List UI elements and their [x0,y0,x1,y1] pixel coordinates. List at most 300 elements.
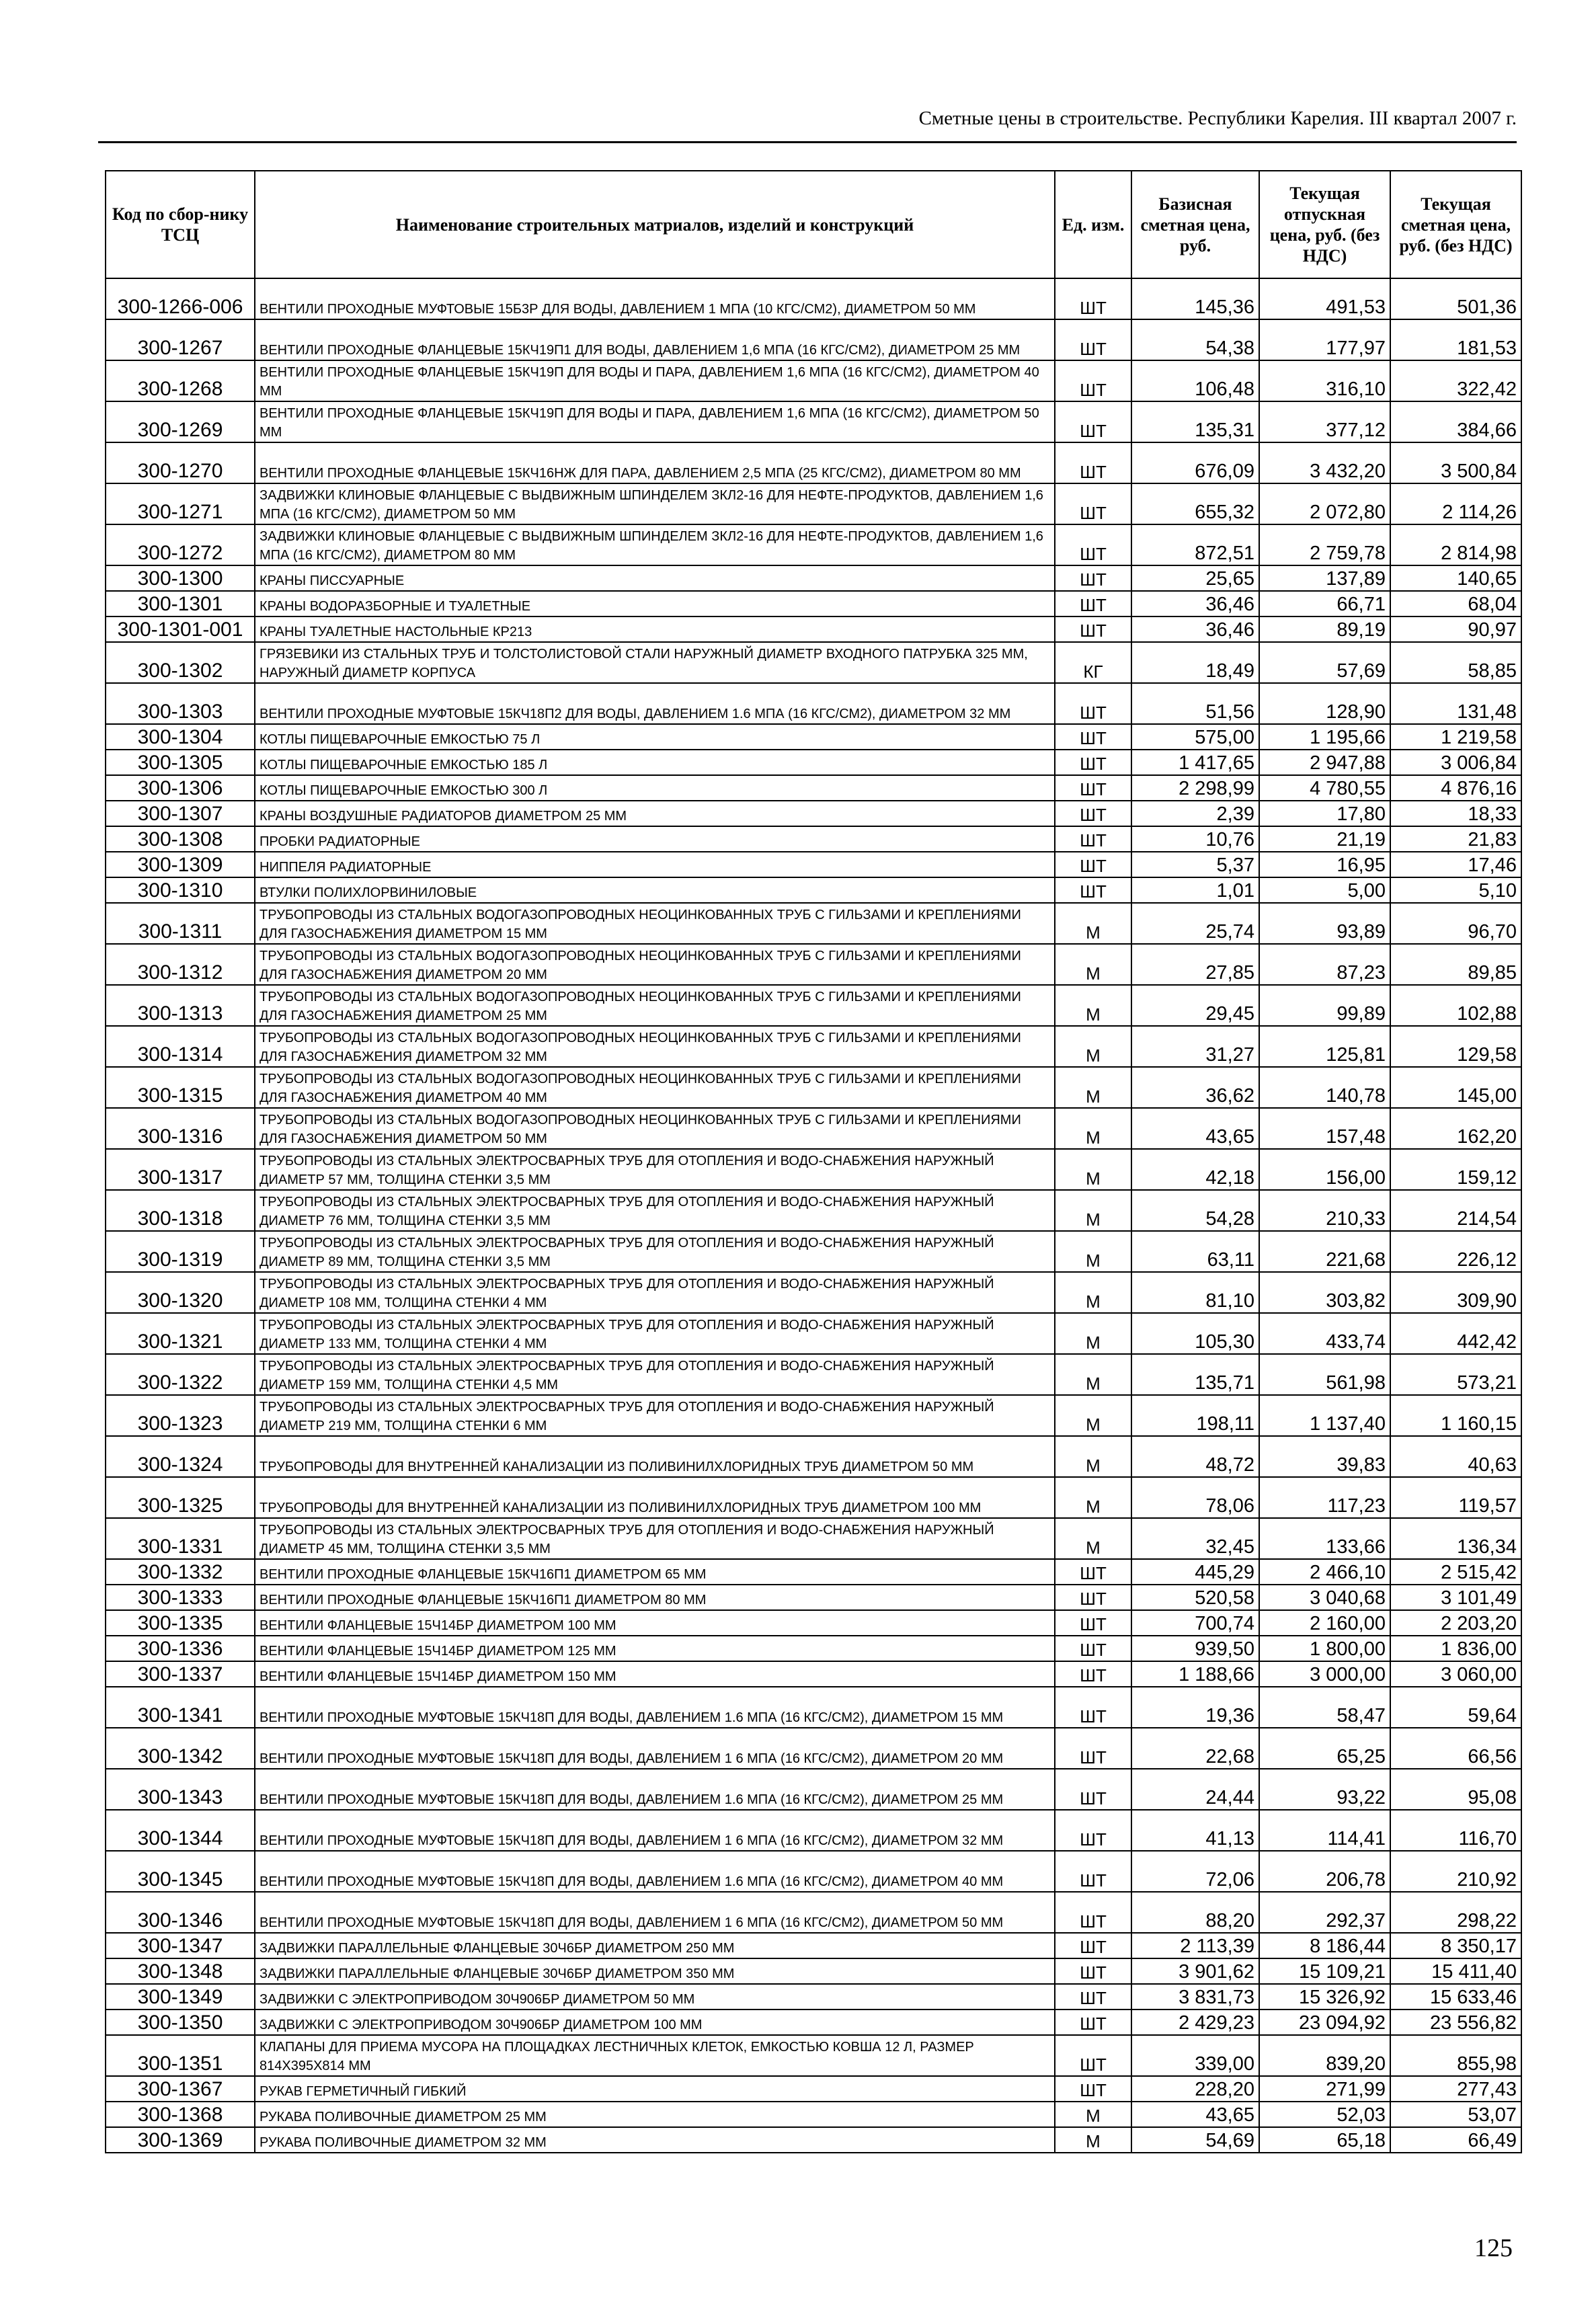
item-code-cell: 300-1309 [106,852,255,877]
table-row [106,2076,1521,2102]
item-name-cell: КРАНЫ ВОДОРАЗБОРНЫЕ И ТУАЛЕТНЫЕ [255,591,1055,616]
item-code-cell: 300-1347 [106,1933,255,1958]
item-name-cell: ЗАДВИЖКИ ПАРАЛЛЕЛЬНЫЕ ФЛАНЦЕВЫЕ 30Ч6БР ДИАМЕТРОМ 350 ММ [255,1958,1055,1984]
item-code-cell: 300-1300 [106,565,255,591]
estimate-price-cell: 2 114,26 [1390,483,1521,524]
item-code-cell: 300-1314 [106,1026,255,1067]
item-code-cell: 300-1272 [106,524,255,565]
column-header-code: Код по сбор-нику ТСЦ [106,171,255,278]
unit-cell: М [1055,1395,1131,1436]
sale-price-cell: 3 432,20 [1259,442,1390,483]
estimate-price-cell: 159,12 [1390,1149,1521,1190]
column-header-name: Наименование строительных матриалов, изделий и конструкций [255,171,1055,278]
unit-cell: ШТ [1055,877,1131,903]
item-name-cell: ВЕНТИЛИ ПРОХОДНЫЕ МУФТОВЫЕ 15КЧ18П ДЛЯ ВОДЫ, ДАВЛЕНИЕМ 1 6 МПА (16 КГС/СМ2), ДИАМЕТРОМ 32 ММ [255,1810,1055,1851]
sale-price-cell: 2 947,88 [1259,750,1390,775]
table-row [106,801,1521,826]
item-code-cell: 300-1304 [106,724,255,750]
table-row [106,2035,1521,2076]
base-price-cell: 655,32 [1131,483,1259,524]
table-row [106,591,1521,616]
sale-price-cell: 4 780,55 [1259,775,1390,801]
item-name-cell: ВЕНТИЛИ ПРОХОДНЫЕ МУФТОВЫЕ 15КЧ18П ДЛЯ ВОДЫ, ДАВЛЕНИЕМ 1.6 МПА (16 КГС/СМ2), ДИАМЕТРОМ 40 ММ [255,1851,1055,1892]
item-code-cell: 300-1322 [106,1354,255,1395]
base-price-cell: 1,01 [1131,877,1259,903]
table-row [106,1026,1521,1067]
base-price-cell: 54,28 [1131,1190,1259,1231]
table-row [106,1687,1521,1728]
table-row [106,1518,1521,1559]
unit-cell: М [1055,1477,1131,1518]
sale-price-cell: 3 040,68 [1259,1585,1390,1610]
base-price-cell: 575,00 [1131,724,1259,750]
base-price-cell: 36,46 [1131,616,1259,642]
unit-cell: ШТ [1055,616,1131,642]
item-name-cell: ТРУБОПРОВОДЫ ИЗ СТАЛЬНЫХ ЭЛЕКТРОСВАРНЫХ ТРУБ ДЛЯ ОТОПЛЕНИЯ И ВОДО-СНАБЖЕНИЯ НАРУЖНЫЙ ДИАМЕТР 219 ММ, ТОЛЩИНА СТЕНКИ 6 ММ [255,1395,1055,1436]
estimate-price-cell: 309,90 [1390,1272,1521,1313]
estimate-price-cell: 102,88 [1390,985,1521,1026]
base-price-cell: 81,10 [1131,1272,1259,1313]
sale-price-cell: 117,23 [1259,1477,1390,1518]
item-name-cell: ТРУБОПРОВОДЫ ИЗ СТАЛЬНЫХ ЭЛЕКТРОСВАРНЫХ ТРУБ ДЛЯ ОТОПЛЕНИЯ И ВОДО-СНАБЖЕНИЯ НАРУЖНЫЙ ДИАМЕТР 45 ММ, ТОЛЩИНА СТЕНКИ 3,5 ММ [255,1518,1055,1559]
base-price-cell: 2 113,39 [1131,1933,1259,1958]
table-row [106,1149,1521,1190]
item-name-cell: НИППЕЛЯ РАДИАТОРНЫЕ [255,852,1055,877]
item-name-cell: ТРУБОПРОВОДЫ ИЗ СТАЛЬНЫХ ЭЛЕКТРОСВАРНЫХ ТРУБ ДЛЯ ОТОПЛЕНИЯ И ВОДО-СНАБЖЕНИЯ НАРУЖНЫЙ ДИАМЕТР 133 ММ, ТОЛЩИНА СТЕНКИ 4 ММ [255,1313,1055,1354]
item-code-cell: 300-1344 [106,1810,255,1851]
item-name-cell: ПРОБКИ РАДИАТОРНЫЕ [255,826,1055,852]
table-row [106,2127,1521,2153]
table-row [106,1958,1521,1984]
unit-cell: ШТ [1055,1851,1131,1892]
sale-price-cell: 3 000,00 [1259,1661,1390,1687]
item-name-cell: КРАНЫ ПИССУАРНЫЕ [255,565,1055,591]
estimate-price-cell: 162,20 [1390,1108,1521,1149]
unit-cell: ШТ [1055,524,1131,565]
sale-price-cell: 561,98 [1259,1354,1390,1395]
base-price-cell: 198,11 [1131,1395,1259,1436]
estimate-price-cell: 53,07 [1390,2102,1521,2127]
sale-price-cell: 21,19 [1259,826,1390,852]
item-code-cell: 300-1349 [106,1984,255,2009]
estimate-price-cell: 90,97 [1390,616,1521,642]
item-name-cell: ВЕНТИЛИ ПРОХОДНЫЕ ФЛАНЦЕВЫЕ 15КЧ19П ДЛЯ ВОДЫ И ПАРА, ДАВЛЕНИЕМ 1,6 МПА (16 КГС/СМ2), ДИАМЕТРОМ 40 ММ [255,360,1055,401]
table-row [106,775,1521,801]
base-price-cell: 135,71 [1131,1354,1259,1395]
item-code-cell: 300-1266-006 [106,278,255,319]
sale-price-cell: 1 800,00 [1259,1636,1390,1661]
item-code-cell: 300-1320 [106,1272,255,1313]
unit-cell: ШТ [1055,1933,1131,1958]
item-name-cell: ГРЯЗЕВИКИ ИЗ СТАЛЬНЫХ ТРУБ И ТОЛСТОЛИСТОВОЙ СТАЛИ НАРУЖНЫЙ ДИАМЕТР ВХОДНОГО ПАТРУБКА 325 ММ, НАРУЖНЫЙ ДИАМЕТР КОРПУСА [255,642,1055,683]
item-code-cell: 300-1367 [106,2076,255,2102]
unit-cell: М [1055,2127,1131,2153]
estimate-price-cell: 2 515,42 [1390,1559,1521,1585]
sale-price-cell: 23 094,92 [1259,2009,1390,2035]
item-code-cell: 300-1348 [106,1958,255,1984]
table-row [106,826,1521,852]
sale-price-cell: 2 466,10 [1259,1559,1390,1585]
base-price-cell: 339,00 [1131,2035,1259,2076]
base-price-cell: 32,45 [1131,1518,1259,1559]
unit-cell: ШТ [1055,1610,1131,1636]
table-row [106,1610,1521,1636]
estimate-price-cell: 2 203,20 [1390,1610,1521,1636]
estimate-price-cell: 1 160,15 [1390,1395,1521,1436]
sale-price-cell: 93,89 [1259,903,1390,944]
unit-cell: ШТ [1055,360,1131,401]
item-name-cell: ВЕНТИЛИ ПРОХОДНЫЕ МУФТОВЫЕ 15КЧ18П2 ДЛЯ ВОДЫ, ДАВЛЕНИЕМ 1.6 МПА (16 КГС/СМ2), ДИАМЕТРОМ 32 ММ [255,683,1055,724]
sale-price-cell: 303,82 [1259,1272,1390,1313]
base-price-cell: 5,37 [1131,852,1259,877]
table-row [106,1728,1521,1769]
item-name-cell: ВЕНТИЛИ ПРОХОДНЫЕ МУФТОВЫЕ 15КЧ18П ДЛЯ ВОДЫ, ДАВЛЕНИЕМ 1.6 МПА (16 КГС/СМ2), ДИАМЕТРОМ 25 ММ [255,1769,1055,1810]
table-row [106,903,1521,944]
unit-cell: ШТ [1055,801,1131,826]
estimate-price-cell: 501,36 [1390,278,1521,319]
table-row [106,1313,1521,1354]
sale-price-cell: 292,37 [1259,1892,1390,1933]
item-name-cell: ВЕНТИЛИ ПРОХОДНЫЕ МУФТОВЫЕ 15Б3Р ДЛЯ ВОДЫ, ДАВЛЕНИЕМ 1 МПА (10 КГС/СМ2), ДИАМЕТРОМ 50 ММ [255,278,1055,319]
item-name-cell: ВЕНТИЛИ ПРОХОДНЫЕ МУФТОВЫЕ 15КЧ18П ДЛЯ ВОДЫ, ДАВЛЕНИЕМ 1 6 МПА (16 КГС/СМ2), ДИАМЕТРОМ 50 ММ [255,1892,1055,1933]
sale-price-cell: 15 109,21 [1259,1958,1390,1984]
base-price-cell: 1 417,65 [1131,750,1259,775]
unit-cell: М [1055,1149,1131,1190]
item-name-cell: ВЕНТИЛИ ФЛАНЦЕВЫЕ 15Ч14БР ДИАМЕТРОМ 125 ММ [255,1636,1055,1661]
base-price-cell: 228,20 [1131,2076,1259,2102]
item-code-cell: 300-1368 [106,2102,255,2127]
unit-cell: ШТ [1055,1892,1131,1933]
base-price-cell: 54,38 [1131,319,1259,360]
estimate-price-cell: 40,63 [1390,1436,1521,1477]
item-code-cell: 300-1317 [106,1149,255,1190]
estimate-price-cell: 136,34 [1390,1518,1521,1559]
base-price-cell: 36,62 [1131,1067,1259,1108]
sale-price-cell: 2 072,80 [1259,483,1390,524]
table-row [106,683,1521,724]
header-rule [98,141,1517,143]
table-row [106,1559,1521,1585]
unit-cell: М [1055,903,1131,944]
item-name-cell: ЗАДВИЖКИ С ЭЛЕКТРОПРИВОДОМ 30Ч906БР ДИАМЕТРОМ 100 ММ [255,2009,1055,2035]
estimate-price-cell: 95,08 [1390,1769,1521,1810]
base-price-cell: 106,48 [1131,360,1259,401]
estimate-price-cell: 15 411,40 [1390,1958,1521,1984]
item-code-cell: 300-1324 [106,1436,255,1477]
base-price-cell: 88,20 [1131,1892,1259,1933]
estimate-price-cell: 145,00 [1390,1067,1521,1108]
table-body [106,278,1521,2153]
unit-cell: М [1055,1436,1131,1477]
sale-price-cell: 156,00 [1259,1149,1390,1190]
item-name-cell: ТРУБОПРОВОДЫ ДЛЯ ВНУТРЕННЕЙ КАНАЛИЗАЦИИ ИЗ ПОЛИВИНИЛХЛОРИДНЫХ ТРУБ ДИАМЕТРОМ 100 ММ [255,1477,1055,1518]
sale-price-cell: 114,41 [1259,1810,1390,1851]
table-row [106,483,1521,524]
table-row [106,852,1521,877]
estimate-price-cell: 1 836,00 [1390,1636,1521,1661]
base-price-cell: 51,56 [1131,683,1259,724]
sale-price-cell: 39,83 [1259,1436,1390,1477]
item-code-cell: 300-1271 [106,483,255,524]
sale-price-cell: 140,78 [1259,1067,1390,1108]
table-row [106,1933,1521,1958]
estimate-price-cell: 226,12 [1390,1231,1521,1272]
column-header-base-price: Базисная сметная цена, руб. [1131,171,1259,278]
table-row [106,750,1521,775]
base-price-cell: 105,30 [1131,1313,1259,1354]
item-code-cell: 300-1325 [106,1477,255,1518]
unit-cell: ШТ [1055,2035,1131,2076]
item-name-cell: ВТУЛКИ ПОЛИХЛОРВИНИЛОВЫЕ [255,877,1055,903]
base-price-cell: 3 831,73 [1131,1984,1259,2009]
table-row [106,2102,1521,2127]
base-price-cell: 10,76 [1131,826,1259,852]
table-row [106,565,1521,591]
item-code-cell: 300-1301-001 [106,616,255,642]
unit-cell: ШТ [1055,483,1131,524]
unit-cell: М [1055,1518,1131,1559]
unit-cell: ШТ [1055,1559,1131,1585]
item-name-cell: КОТЛЫ ПИЩЕВАРОЧНЫЕ ЕМКОСТЬЮ 185 Л [255,750,1055,775]
item-name-cell: ЗАДВИЖКИ КЛИНОВЫЕ ФЛАНЦЕВЫЕ С ВЫДВИЖНЫМ ШПИНДЕЛЕМ ЗКЛ2-16 ДЛЯ НЕФТЕ-ПРОДУКТОВ, ДАВЛЕНИЕМ 1,6 МПА (16 КГС/СМ2), ДИАМЕТРОМ 80 ММ [255,524,1055,565]
item-name-cell: ТРУБОПРОВОДЫ ИЗ СТАЛЬНЫХ ЭЛЕКТРОСВАРНЫХ ТРУБ ДЛЯ ОТОПЛЕНИЯ И ВОДО-СНАБЖЕНИЯ НАРУЖНЫЙ ДИАМЕТР 76 ММ, ТОЛЩИНА СТЕНКИ 3,5 ММ [255,1190,1055,1231]
base-price-cell: 22,68 [1131,1728,1259,1769]
unit-cell: ШТ [1055,683,1131,724]
item-code-cell: 300-1341 [106,1687,255,1728]
item-name-cell: ЗАДВИЖКИ КЛИНОВЫЕ ФЛАНЦЕВЫЕ С ВЫДВИЖНЫМ ШПИНДЕЛЕМ ЗКЛ2-16 ДЛЯ НЕФТЕ-ПРОДУКТОВ, ДАВЛЕНИЕМ 1,6 МПА (16 КГС/СМ2), ДИАМЕТРОМ 50 ММ [255,483,1055,524]
item-code-cell: 300-1333 [106,1585,255,1610]
base-price-cell: 54,69 [1131,2127,1259,2153]
estimate-price-cell: 66,56 [1390,1728,1521,1769]
unit-cell: ШТ [1055,2076,1131,2102]
item-name-cell: КОТЛЫ ПИЩЕВАРОЧНЫЕ ЕМКОСТЬЮ 75 Л [255,724,1055,750]
unit-cell: ШТ [1055,401,1131,442]
table-row [106,1892,1521,1933]
base-price-cell: 24,44 [1131,1769,1259,1810]
base-price-cell: 19,36 [1131,1687,1259,1728]
base-price-cell: 42,18 [1131,1149,1259,1190]
sale-price-cell: 57,69 [1259,642,1390,683]
table-row [106,1851,1521,1892]
estimate-price-cell: 23 556,82 [1390,2009,1521,2035]
table-row [106,1272,1521,1313]
item-code-cell: 300-1321 [106,1313,255,1354]
item-code-cell: 300-1331 [106,1518,255,1559]
estimate-price-cell: 68,04 [1390,591,1521,616]
estimate-price-cell: 442,42 [1390,1313,1521,1354]
base-price-cell: 43,65 [1131,2102,1259,2127]
estimate-price-cell: 119,57 [1390,1477,1521,1518]
sale-price-cell: 221,68 [1259,1231,1390,1272]
item-code-cell: 300-1310 [106,877,255,903]
item-code-cell: 300-1269 [106,401,255,442]
estimate-price-cell: 298,22 [1390,1892,1521,1933]
estimate-price-cell: 855,98 [1390,2035,1521,2076]
item-code-cell: 300-1311 [106,903,255,944]
table-row [106,360,1521,401]
table-header [106,171,1521,278]
table-row [106,278,1521,319]
estimate-price-cell: 140,65 [1390,565,1521,591]
item-name-cell: РУКАВ ГЕРМЕТИЧНЫЙ ГИБКИЙ [255,2076,1055,2102]
item-code-cell: 300-1337 [106,1661,255,1687]
base-price-cell: 676,09 [1131,442,1259,483]
estimate-price-cell: 181,53 [1390,319,1521,360]
item-name-cell: РУКАВА ПОЛИВОЧНЫЕ ДИАМЕТРОМ 32 ММ [255,2127,1055,2153]
base-price-cell: 43,65 [1131,1108,1259,1149]
unit-cell: М [1055,1108,1131,1149]
sale-price-cell: 87,23 [1259,944,1390,985]
base-price-cell: 27,85 [1131,944,1259,985]
unit-cell: ШТ [1055,591,1131,616]
item-name-cell: ЗАДВИЖКИ ПАРАЛЛЕЛЬНЫЕ ФЛАНЦЕВЫЕ 30Ч6БР ДИАМЕТРОМ 250 ММ [255,1933,1055,1958]
estimate-price-cell: 58,85 [1390,642,1521,683]
item-code-cell: 300-1345 [106,1851,255,1892]
sale-price-cell: 433,74 [1259,1313,1390,1354]
base-price-cell: 3 901,62 [1131,1958,1259,1984]
table-row [106,319,1521,360]
base-price-cell: 872,51 [1131,524,1259,565]
item-code-cell: 300-1316 [106,1108,255,1149]
sale-price-cell: 491,53 [1259,278,1390,319]
base-price-cell: 25,65 [1131,565,1259,591]
column-header-unit: Ед. изм. [1055,171,1131,278]
table-row [106,1585,1521,1610]
base-price-cell: 31,27 [1131,1026,1259,1067]
item-name-cell: ВЕНТИЛИ ПРОХОДНЫЕ ФЛАНЦЕВЫЕ 15КЧ19П ДЛЯ ВОДЫ И ПАРА, ДАВЛЕНИЕМ 1,6 МПА (16 КГС/СМ2), ДИАМЕТРОМ 50 ММ [255,401,1055,442]
estimate-price-cell: 8 350,17 [1390,1933,1521,1958]
unit-cell: М [1055,944,1131,985]
table-row [106,877,1521,903]
item-name-cell: ВЕНТИЛИ ПРОХОДНЫЕ МУФТОВЫЕ 15КЧ18П ДЛЯ ВОДЫ, ДАВЛЕНИЕМ 1.6 МПА (16 КГС/СМ2), ДИАМЕТРОМ 15 ММ [255,1687,1055,1728]
estimate-price-cell: 210,92 [1390,1851,1521,1892]
price-table [105,170,1522,2153]
base-price-cell: 29,45 [1131,985,1259,1026]
page-number: 125 [1474,2234,1513,2262]
item-code-cell: 300-1312 [106,944,255,985]
unit-cell: М [1055,1231,1131,1272]
sale-price-cell: 66,71 [1259,591,1390,616]
estimate-price-cell: 573,21 [1390,1354,1521,1395]
table-row [106,524,1521,565]
unit-cell: М [1055,1190,1131,1231]
unit-cell: ШТ [1055,750,1131,775]
estimate-price-cell: 3 060,00 [1390,1661,1521,1687]
item-name-cell: ТРУБОПРОВОДЫ ИЗ СТАЛЬНЫХ ЭЛЕКТРОСВАРНЫХ ТРУБ ДЛЯ ОТОПЛЕНИЯ И ВОДО-СНАБЖЕНИЯ НАРУЖНЫЙ ДИАМЕТР 159 ММ, ТОЛЩИНА СТЕНКИ 4,5 ММ [255,1354,1055,1395]
sale-price-cell: 206,78 [1259,1851,1390,1892]
sale-price-cell: 271,99 [1259,2076,1390,2102]
sale-price-cell: 52,03 [1259,2102,1390,2127]
sale-price-cell: 65,25 [1259,1728,1390,1769]
item-name-cell: КЛАПАНЫ ДЛЯ ПРИЕМА МУСОРА НА ПЛОЩАДКАХ ЛЕСТНИЧНЫХ КЛЕТОК, ЕМКОСТЬЮ КОВША 12 Л, РАЗМЕР 814Х395Х814 ММ [255,2035,1055,2076]
unit-cell: ШТ [1055,826,1131,852]
unit-cell: М [1055,985,1131,1026]
unit-cell: М [1055,1067,1131,1108]
item-code-cell: 300-1268 [106,360,255,401]
base-price-cell: 2,39 [1131,801,1259,826]
sale-price-cell: 316,10 [1259,360,1390,401]
unit-cell: ШТ [1055,1585,1131,1610]
table-row [106,616,1521,642]
estimate-price-cell: 17,46 [1390,852,1521,877]
sale-price-cell: 1 137,40 [1259,1395,1390,1436]
table-row [106,642,1521,683]
sale-price-cell: 157,48 [1259,1108,1390,1149]
item-name-cell: ВЕНТИЛИ ПРОХОДНЫЕ ФЛАНЦЕВЫЕ 15КЧ19П1 ДЛЯ ВОДЫ, ДАВЛЕНИЕМ 1,6 МПА (16 КГС/СМ2), ДИАМЕТРОМ 25 ММ [255,319,1055,360]
unit-cell: М [1055,1272,1131,1313]
table-row [106,1769,1521,1810]
base-price-cell: 72,06 [1131,1851,1259,1892]
base-price-cell: 939,50 [1131,1636,1259,1661]
unit-cell: ШТ [1055,278,1131,319]
table-row [106,2009,1521,2035]
table-row [106,401,1521,442]
unit-cell: М [1055,1354,1131,1395]
unit-cell: ШТ [1055,2009,1131,2035]
table-row [106,1477,1521,1518]
sale-price-cell: 16,95 [1259,852,1390,877]
estimate-price-cell: 277,43 [1390,2076,1521,2102]
estimate-price-cell: 3 101,49 [1390,1585,1521,1610]
item-code-cell: 300-1303 [106,683,255,724]
base-price-cell: 135,31 [1131,401,1259,442]
item-name-cell: ВЕНТИЛИ ФЛАНЦЕВЫЕ 15Ч14БР ДИАМЕТРОМ 150 ММ [255,1661,1055,1687]
estimate-price-cell: 5,10 [1390,877,1521,903]
sale-price-cell: 210,33 [1259,1190,1390,1231]
table-row [106,1636,1521,1661]
sale-price-cell: 99,89 [1259,985,1390,1026]
table-row [106,1984,1521,2009]
item-name-cell: РУКАВА ПОЛИВОЧНЫЕ ДИАМЕТРОМ 25 ММ [255,2102,1055,2127]
unit-cell: М [1055,1026,1131,1067]
table-row [106,985,1521,1026]
estimate-price-cell: 129,58 [1390,1026,1521,1067]
item-code-cell: 300-1336 [106,1636,255,1661]
item-name-cell: ТРУБОПРОВОДЫ ИЗ СТАЛЬНЫХ ВОДОГАЗОПРОВОДНЫХ НЕОЦИНКОВАННЫХ ТРУБ С ГИЛЬЗАМИ И КРЕПЛЕНИЯМИ ДЛЯ ГАЗОСНАБЖЕНИЯ ДИАМЕТРОМ 25 ММ [255,985,1055,1026]
base-price-cell: 25,74 [1131,903,1259,944]
sale-price-cell: 377,12 [1259,401,1390,442]
unit-cell: ШТ [1055,1984,1131,2009]
item-code-cell: 300-1318 [106,1190,255,1231]
item-name-cell: ВЕНТИЛИ ФЛАНЦЕВЫЕ 15Ч14БР ДИАМЕТРОМ 100 ММ [255,1610,1055,1636]
sale-price-cell: 93,22 [1259,1769,1390,1810]
estimate-price-cell: 384,66 [1390,401,1521,442]
estimate-price-cell: 18,33 [1390,801,1521,826]
estimate-price-cell: 3 006,84 [1390,750,1521,775]
table-row [106,1354,1521,1395]
unit-cell: ШТ [1055,1636,1131,1661]
sale-price-cell: 2 160,00 [1259,1610,1390,1636]
item-name-cell: ТРУБОПРОВОДЫ ИЗ СТАЛЬНЫХ ЭЛЕКТРОСВАРНЫХ ТРУБ ДЛЯ ОТОПЛЕНИЯ И ВОДО-СНАБЖЕНИЯ НАРУЖНЫЙ ДИАМЕТР 108 ММ, ТОЛЩИНА СТЕНКИ 4 ММ [255,1272,1055,1313]
estimate-price-cell: 322,42 [1390,360,1521,401]
item-code-cell: 300-1307 [106,801,255,826]
base-price-cell: 63,11 [1131,1231,1259,1272]
table-row [106,1395,1521,1436]
estimate-price-cell: 1 219,58 [1390,724,1521,750]
sale-price-cell: 8 186,44 [1259,1933,1390,1958]
item-code-cell: 300-1267 [106,319,255,360]
item-code-cell: 300-1335 [106,1610,255,1636]
sale-price-cell: 177,97 [1259,319,1390,360]
item-name-cell: ТРУБОПРОВОДЫ ИЗ СТАЛЬНЫХ ВОДОГАЗОПРОВОДНЫХ НЕОЦИНКОВАННЫХ ТРУБ С ГИЛЬЗАМИ И КРЕПЛЕНИЯМИ ДЛЯ ГАЗОСНАБЖЕНИЯ ДИАМЕТРОМ 15 ММ [255,903,1055,944]
unit-cell: КГ [1055,642,1131,683]
unit-cell: ШТ [1055,1661,1131,1687]
sale-price-cell: 133,66 [1259,1518,1390,1559]
item-code-cell: 300-1319 [106,1231,255,1272]
table-row [106,1190,1521,1231]
item-name-cell: ТРУБОПРОВОДЫ ИЗ СТАЛЬНЫХ ЭЛЕКТРОСВАРНЫХ ТРУБ ДЛЯ ОТОПЛЕНИЯ И ВОДО-СНАБЖЕНИЯ НАРУЖНЫЙ ДИАМЕТР 89 ММ, ТОЛЩИНА СТЕНКИ 3,5 ММ [255,1231,1055,1272]
item-code-cell: 300-1346 [106,1892,255,1933]
